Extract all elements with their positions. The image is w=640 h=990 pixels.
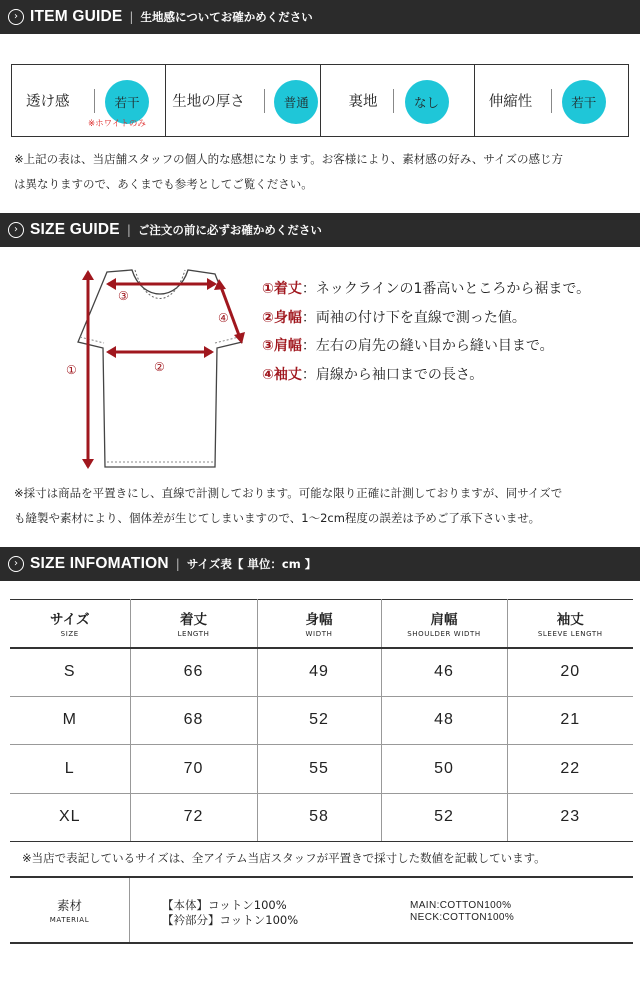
column-header: 身幅 WIDTH [257, 600, 381, 648]
guide-badge: 若干 [105, 80, 149, 124]
definition-text: ：左右の肩先の縫い目から縫い目まで。 [301, 338, 554, 354]
table-row [10, 745, 633, 794]
marker-shoulder: ③ [118, 289, 129, 303]
header-separator: | [126, 223, 131, 237]
note-line: ※採寸は商品を平置きにし、直線で計測しております。可能な限り正確に計測しておりますが、同サイズで [14, 486, 563, 500]
item-guide-subtitle: 生地感についてお確かめください [140, 10, 313, 24]
size-table [10, 599, 633, 842]
divider [551, 89, 552, 113]
definition-text: ：肩線から袖口までの長さ。 [301, 366, 484, 383]
guide-cell-lining [321, 65, 475, 136]
length-cell: 66 [130, 648, 257, 697]
tshirt-measurement-diagram [60, 262, 250, 477]
guide-label: 伸縮性 [488, 94, 533, 110]
definition-text: ：両袖の付け下を直線で測った値。 [301, 309, 526, 326]
chevron-right-icon: › [8, 556, 24, 572]
width-cell: 52 [257, 696, 381, 745]
guide-badge: 若干 [562, 80, 606, 124]
item-guide-title: ITEM GUIDE [30, 8, 123, 25]
material-line: 【衿部分】コットン100% [162, 913, 299, 927]
definition-row [262, 278, 590, 307]
size-cell: L [10, 745, 130, 794]
guide-note: ※ホワイトのみ [88, 119, 146, 129]
sleeve-cell: 22 [507, 745, 633, 794]
chevron-right-icon: › [8, 222, 24, 238]
material-en [410, 900, 514, 924]
sleeve-cell: 21 [507, 696, 633, 745]
chevron-right-icon: › [8, 9, 24, 25]
size-cell: XL [10, 793, 130, 842]
guide-cell-thickness [166, 65, 320, 136]
size-info-title: SIZE INFOMATION [30, 555, 169, 572]
table-row [10, 696, 633, 745]
item-guide-disclaimer [14, 147, 563, 197]
marker-length: ① [66, 363, 77, 377]
definition-term: ④袖丈 [262, 366, 302, 383]
table-row [10, 648, 633, 697]
width-cell: 58 [257, 793, 381, 842]
length-cell: 72 [130, 793, 257, 842]
material-box [10, 876, 633, 944]
column-header: 肩幅 SHOULDER WIDTH [381, 600, 507, 648]
material-line: MAIN:COTTON100% [410, 900, 512, 911]
guide-badge: 普通 [274, 80, 318, 124]
size-cell: S [10, 648, 130, 697]
shoulder-cell: 50 [381, 745, 507, 794]
guide-label: 生地の厚さ [172, 94, 245, 110]
column-header: 袖丈 SLEEVE LENGTH [507, 600, 633, 648]
column-header: 着丈 LENGTH [130, 600, 257, 648]
guide-cell-transparency [12, 65, 166, 136]
definition-row [262, 364, 590, 393]
arrow-head [82, 459, 94, 469]
size-table-header-row [10, 600, 633, 648]
disclaimer-line: ※上記の表は、当店舗スタッフの個人的な感想になります。お客様により、素材感の好み、サイズの感じ方 [14, 152, 563, 166]
shoulder-cell: 52 [381, 793, 507, 842]
divider [264, 89, 265, 113]
divider [393, 89, 394, 113]
marker-sleeve: ④ [218, 311, 229, 325]
definition-term: ③肩幅 [262, 338, 302, 354]
material-label: 素材 [56, 898, 82, 913]
marker-width: ② [154, 360, 165, 374]
arrow-head [82, 270, 94, 280]
size-table-note: ※当店で表記しているサイズは、全アイテム当店スタッフが平置きで採寸した数値を記載しています。 [22, 851, 546, 865]
definition-term: ②身幅 [262, 309, 302, 326]
size-guide-subtitle: ご注文の前に必ずお確かめください [137, 223, 322, 237]
header-separator: | [175, 557, 180, 571]
fabric-feel-table [11, 64, 629, 137]
shoulder-cell: 48 [381, 696, 507, 745]
header-separator: | [129, 10, 134, 24]
shoulder-cell: 46 [381, 648, 507, 697]
width-cell: 49 [257, 648, 381, 697]
size-guide-title: SIZE GUIDE [30, 221, 120, 238]
definition-row [262, 307, 590, 336]
guide-label: 透け感 [26, 94, 70, 110]
sleeve-cell: 20 [507, 648, 633, 697]
divider [94, 89, 95, 113]
material-line: NECK:COTTON100% [410, 912, 515, 923]
size-guide-note [14, 481, 562, 531]
size-info-subtitle: サイズ表【 単位：cm 】 [186, 557, 317, 571]
size-info-header [0, 547, 640, 581]
material-header [10, 878, 130, 942]
material-jp [162, 898, 298, 928]
guide-label: 裏地 [348, 94, 378, 110]
column-header: サイズ SIZE [10, 600, 130, 648]
length-cell: 70 [130, 745, 257, 794]
width-cell: 55 [257, 745, 381, 794]
material-label-en: MATERIAL [49, 916, 90, 924]
length-cell: 68 [130, 696, 257, 745]
note-line: も縫製や素材により、個体差が生じてしまいますので、1〜2cm程度の誤差は予めご了承下さいませ。 [14, 511, 541, 525]
guide-badge: なし [405, 80, 449, 124]
sleeve-cell: 23 [507, 793, 633, 842]
material-line: 【本体】コットン100% [162, 898, 287, 912]
disclaimer-line: は異なりますので、あくまでも参考としてご覧ください。 [14, 177, 313, 191]
table-row [10, 793, 633, 842]
definition-term: ①着丈 [262, 281, 302, 297]
definition-text: ：ネックラインの1番高いところから裾まで。 [301, 281, 591, 297]
definition-row [262, 335, 590, 364]
item-guide-header [0, 0, 640, 34]
measurement-definitions [262, 278, 590, 392]
size-cell: M [10, 696, 130, 745]
size-guide-header [0, 213, 640, 247]
guide-cell-stretch [475, 65, 628, 136]
